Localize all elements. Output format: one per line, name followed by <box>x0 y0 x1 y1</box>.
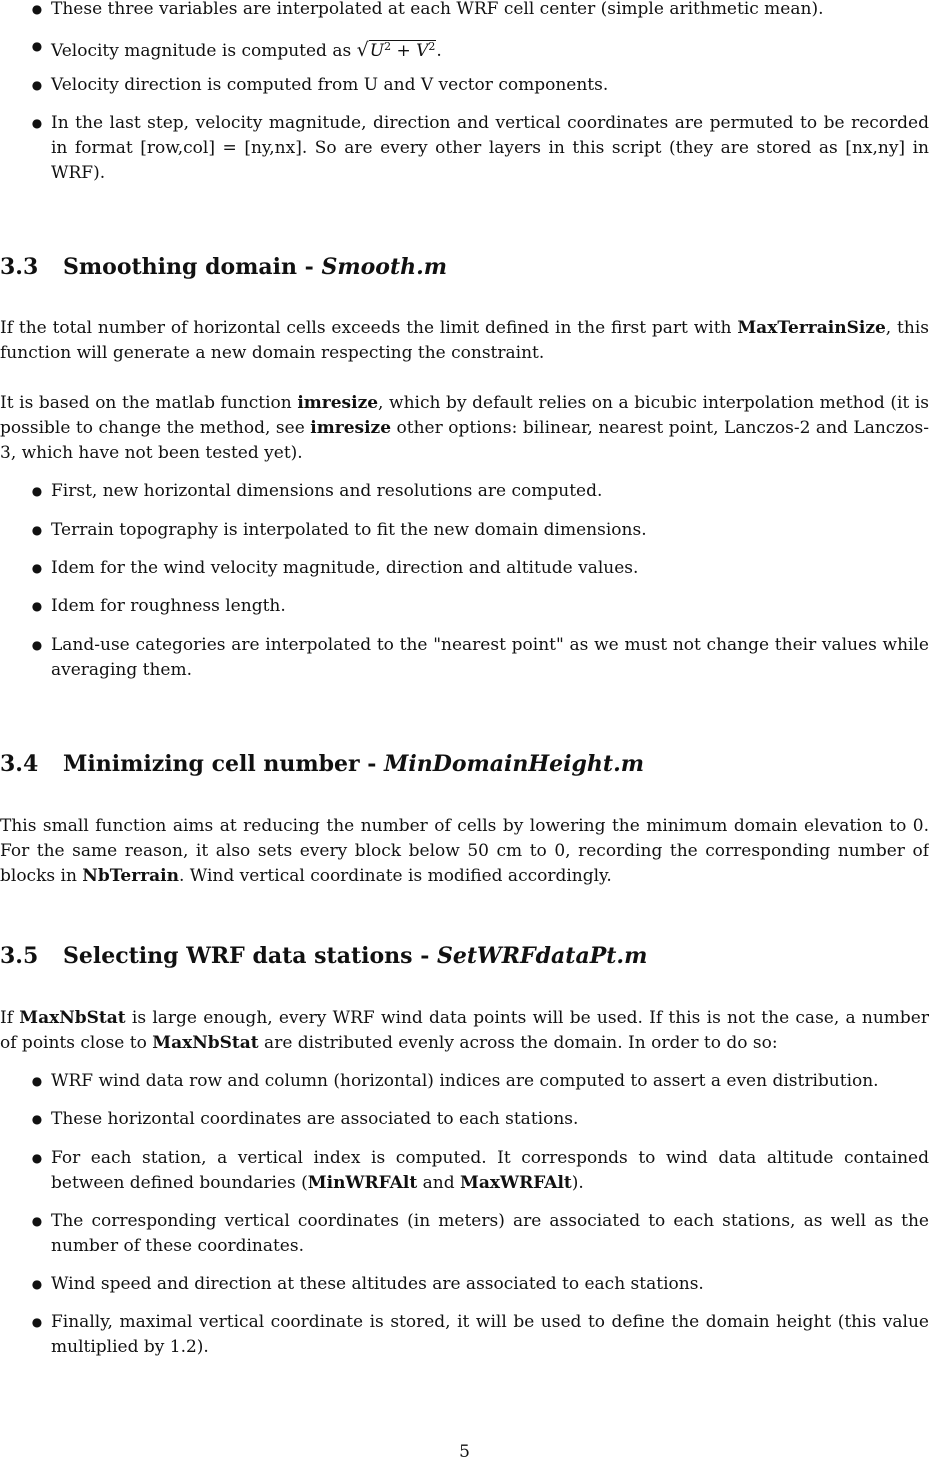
bullet-dot: ● <box>31 1315 43 1329</box>
list-item: Land-use categories are interpolated to the "nearest point" as we must not change their values while averaging them. <box>51 635 929 680</box>
bullet-dot: ● <box>31 1214 43 1228</box>
bullet-dot: ● <box>31 1112 43 1126</box>
bullet-dot: ● <box>31 1074 43 1088</box>
bullet-dot: ● <box>31 638 43 652</box>
page-number: 5 <box>459 1442 470 1462</box>
list-item: The corresponding vertical coordinates (in meters) are associated to each stations, as well as the number of these coordinates. <box>51 1211 929 1256</box>
bullet-dot: ● <box>31 523 43 537</box>
paragraph: It is based on the matlab function imresize, which by default relies on a bicubic interpolation method (it is possible to change the method, see imresize other options: bilinear, nearest point, Lanczos-2 and Lanczos-3, which have not been tested yet). <box>0 393 929 463</box>
bullet-dot: ● <box>31 1277 43 1291</box>
bullet-dot: ● <box>31 561 43 575</box>
list-item: Velocity magnitude is computed as $√U^2 + V^2$. <box>51 39 442 61</box>
paragraph: If MaxNbStat is large enough, every WRF wind data points will be used. If this is not the case, a number of points close to MaxNbStat are distributed evenly across the domain. In order to do so: <box>0 1008 929 1053</box>
list-item: Idem for the wind velocity magnitude, direction and altitude values. <box>51 558 639 578</box>
bullet-dot: ● <box>31 78 43 92</box>
section-heading-3-5: 3.5 Selecting WRF data stations - SetWRFdataPt.m <box>0 943 648 969</box>
paragraph: If the total number of horizontal cells exceeds the limit defined in the first part with MaxTerrainSize, this function will generate a new domain respecting the constraint. <box>0 318 929 363</box>
list-item: Velocity direction is computed from U and V vector components. <box>51 75 609 95</box>
list-item: WRF wind data row and column (horizontal) indices are computed to assert a even distribution. <box>51 1071 879 1091</box>
bullet-dot: ● <box>31 599 43 613</box>
list-item: Finally, maximal vertical coordinate is stored, it will be used to define the domain height (this value multiplied by 1.2). <box>51 1312 929 1357</box>
list-item: In the last step, velocity magnitude, direction and vertical coordinates are permuted to be recorded in format [row,col] = [ny,nx]. So are every other layers in this script (they are stored as [nx,ny] in WRF). <box>51 113 929 183</box>
list-item: Idem for roughness length. <box>51 596 286 616</box>
section-heading-3-3: 3.3 Smoothing domain - Smooth.m <box>0 254 448 280</box>
bullet-dot: ● <box>31 484 43 498</box>
list-item: First, new horizontal dimensions and resolutions are computed. <box>51 481 603 501</box>
list-item: For each station, a vertical index is computed. It corresponds to wind data altitude contained between defined boundaries (MinWRFAlt and MaxWRFAlt). <box>51 1148 929 1193</box>
list-item: These horizontal coordinates are associated to each stations. <box>51 1109 579 1129</box>
list-item: These three variables are interpolated at each WRF cell center (simple arithmetic mean). <box>51 0 824 19</box>
sqrt-formula: $√U^2 + V^2$ <box>356 39 436 61</box>
section-heading-3-4: 3.4 Minimizing cell number - MinDomainHeight.m <box>0 751 645 777</box>
bullet-dot: ● <box>31 39 43 53</box>
bullet-dot: ● <box>31 116 43 130</box>
list-item: Wind speed and direction at these altitudes are associated to each stations. <box>51 1274 704 1294</box>
bullet-dot: ● <box>31 2 43 16</box>
paragraph: This small function aims at reducing the number of cells by lowering the minimum domain elevation to 0. For the same reason, it also sets every block below 50 cm to 0, recording the corresponding number of blocks in NbTerrain. Wind vertical coordinate is modified accordingly. <box>0 816 929 886</box>
bullet-dot: ● <box>31 1151 43 1165</box>
list-item: Terrain topography is interpolated to fit the new domain dimensions. <box>51 520 647 540</box>
